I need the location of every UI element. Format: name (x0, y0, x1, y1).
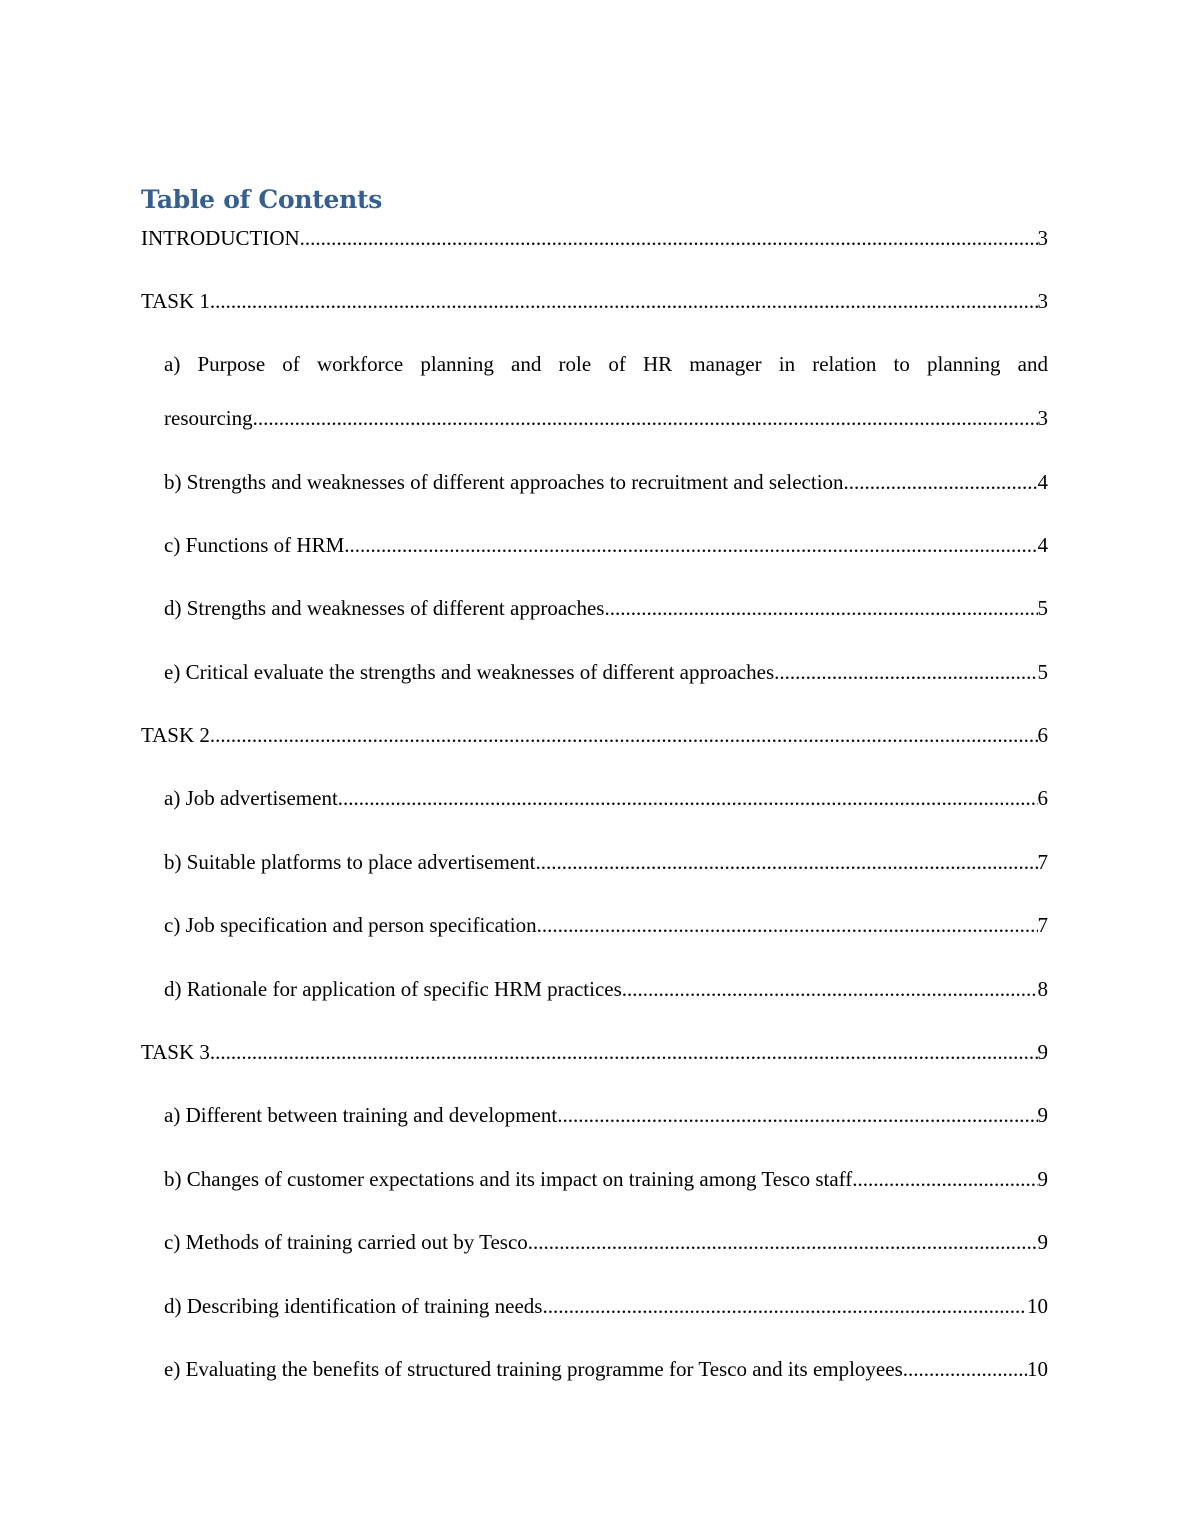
toc-dot-leader (253, 406, 1038, 430)
toc-entry-label: e) Critical evaluate the strengths and weaknesses of different approaches (164, 660, 775, 684)
toc-dot-leader (344, 533, 1037, 557)
toc-dot-leader (774, 660, 1037, 684)
toc-page-number: 9 (1037, 1103, 1048, 1127)
toc-entry-task-2b[interactable] (164, 850, 1048, 874)
toc-entry-label: d) Describing identification of training needs (164, 1294, 543, 1318)
toc-page-number: 3 (1037, 226, 1048, 250)
toc-entry-label: INTRODUCTION (141, 226, 300, 250)
toc-entry-task-2[interactable] (141, 723, 1048, 747)
toc-entry-task-1a[interactable] (164, 352, 1048, 376)
toc-dot-leader (557, 1103, 1037, 1127)
toc-page-number: 3 (1037, 406, 1048, 430)
toc-dot-leader (604, 596, 1037, 620)
toc-dot-leader (210, 723, 1038, 747)
toc-page-number: 5 (1037, 660, 1048, 684)
toc-page-number: 8 (1037, 977, 1048, 1001)
toc-entry-label: resourcing (164, 406, 253, 430)
toc-page-number: 6 (1037, 786, 1048, 810)
toc-entry-label: b) Strengths and weaknesses of different approaches to recruitment and selection (164, 470, 844, 494)
toc-dot-leader (528, 1230, 1038, 1254)
toc-page-number: 4 (1037, 533, 1048, 557)
toc-title: Table of Contents (141, 185, 383, 214)
toc-entry-label: TASK 3 (141, 1040, 210, 1064)
toc-entry-label: c) Methods of training carried out by Tesco (164, 1230, 528, 1254)
toc-entry-label: e) Evaluating the benefits of structured training programme for Tesco and its employees (164, 1357, 903, 1381)
toc-page-number: 9 (1037, 1230, 1048, 1254)
toc-entry-task-3[interactable] (141, 1040, 1048, 1064)
toc-page-number: 7 (1037, 850, 1048, 874)
toc-dot-leader (903, 1357, 1027, 1381)
toc-entry-label-line1: a) Purpose of workforce planning and role of HR manager in relation to planning and (164, 352, 1048, 376)
toc-dot-leader (338, 786, 1038, 810)
toc-entry-task-3d[interactable] (164, 1294, 1048, 1318)
toc-entry-task-3a[interactable] (164, 1103, 1048, 1127)
toc-page-number: 9 (1037, 1040, 1048, 1064)
toc-page-number: 10 (1027, 1357, 1048, 1381)
toc-entry-label: d) Rationale for application of specific HRM practices (164, 977, 622, 1001)
toc-entry-label: a) Job advertisement (164, 786, 338, 810)
toc-entry-task-3c[interactable] (164, 1230, 1048, 1254)
toc-dot-leader (844, 470, 1038, 494)
toc-page-number: 9 (1037, 1167, 1048, 1191)
toc-entry-label: b) Suitable platforms to place advertisement (164, 850, 536, 874)
toc-entry-label: TASK 2 (141, 723, 210, 747)
toc-page-number: 5 (1037, 596, 1048, 620)
toc-dot-leader (537, 913, 1038, 937)
toc-entry-label: c) Functions of HRM (164, 533, 345, 557)
toc-entry-task-1b[interactable] (164, 470, 1048, 494)
toc-page-number: 10 (1027, 1294, 1048, 1318)
toc-entry-task-1d[interactable] (164, 596, 1048, 620)
toc-page-number: 3 (1037, 289, 1048, 313)
toc-dot-leader (300, 226, 1038, 250)
toc-entry-task-1a-continued[interactable] (164, 406, 1048, 430)
toc-entry-label: TASK 1 (141, 289, 210, 313)
toc-entry-label: a) Different between training and development (164, 1103, 558, 1127)
toc-page-number: 6 (1037, 723, 1048, 747)
toc-entry-task-2c[interactable] (164, 913, 1048, 937)
toc-entry-label: b) Changes of customer expectations and its impact on training among Tesco staff (164, 1167, 853, 1191)
toc-entry-label: c) Job specification and person specification (164, 913, 537, 937)
toc-page-number: 4 (1037, 470, 1048, 494)
toc-page-number: 7 (1037, 913, 1048, 937)
toc-entry-task-2d[interactable] (164, 977, 1048, 1001)
toc-entry-task-1[interactable] (141, 289, 1048, 313)
toc-dot-leader (210, 289, 1038, 313)
toc-dot-leader (542, 1294, 1027, 1318)
toc-entry-task-2a[interactable] (164, 786, 1048, 810)
toc-dot-leader (210, 1040, 1038, 1064)
toc-entry-task-1e[interactable] (164, 660, 1048, 684)
toc-entry-label: d) Strengths and weaknesses of different approaches (164, 596, 605, 620)
toc-dot-leader (535, 850, 1037, 874)
toc-entry-task-1c[interactable] (164, 533, 1048, 557)
toc-entry-introduction[interactable] (141, 226, 1048, 250)
toc-entry-task-3e[interactable] (164, 1357, 1048, 1381)
toc-dot-leader (622, 977, 1038, 1001)
toc-dot-leader (852, 1167, 1037, 1191)
toc-entry-task-3b[interactable] (164, 1167, 1048, 1191)
